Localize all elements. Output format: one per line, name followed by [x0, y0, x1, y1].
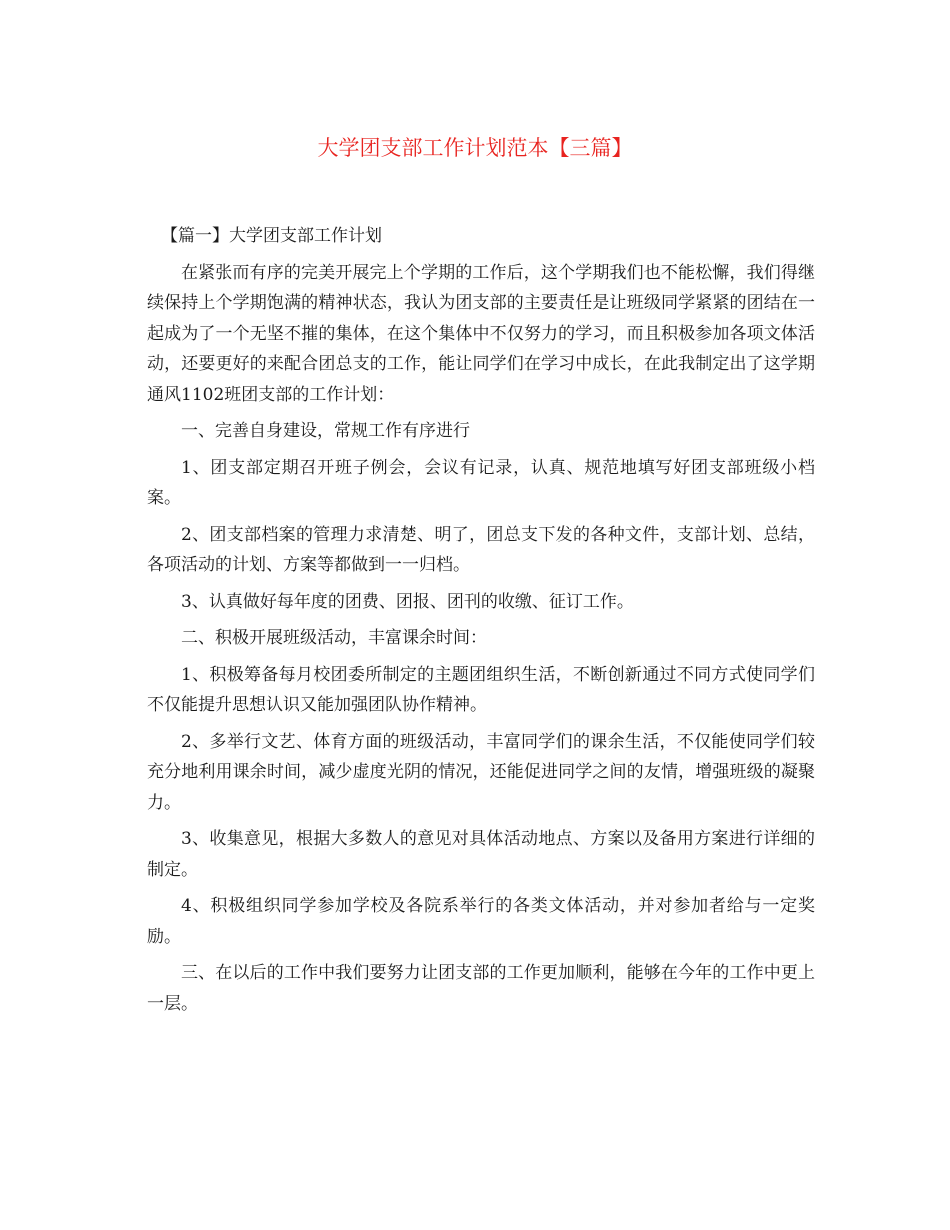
paragraph: 一、完善自身建设，常规工作有序进行: [181, 421, 470, 441]
paragraph: 4、积极组织同学参加学校及各院系举行的各类文体活动，并对参加者给与一定奖励。: [147, 896, 815, 947]
paragraph: 1、积极筹备每月校团委所制定的主题团组织生活，不断创新通过不同方式使同学们不仅能提升思想认识又能加强团队协作精神。: [147, 664, 815, 715]
paragraph: 三、在以后的工作中我们要努力让团支部的工作更加顺利，能够在今年的工作中更上一层。: [147, 963, 815, 1014]
document-title: 大学团支部工作计划范本【三篇】: [317, 136, 633, 160]
paragraph: 2、团支部档案的管理力求清楚、明了，团总支下发的各种文件，支部计划、总结，各项活动的计划、方案等都做到一一归档。: [147, 524, 815, 575]
paragraph: 2、多举行文艺、体育方面的班级活动，丰富同学们的课余生活，不仅能使同学们较充分地利用课余时间，减少虚度光阴的情况，还能促进同学之间的友情，增强班级的凝聚力。: [147, 731, 815, 813]
paragraph: 1、团支部定期召开班子例会，会议有记录，认真、规范地填写好团支部班级小档案。: [147, 457, 815, 508]
paragraph: 在紧张而有序的完美开展完上个学期的工作后，这个学期我们也不能松懈，我们得继续保持上个学期饱满的精神状态，我认为团支部的主要责任是让班级同学紧紧的团结在一起成为了一个无坚不摧的集体，在这个集体中不仅努力的学习，而且积极参加各项文体活动，还要更好的来配合团总支的工作，能让同学们在学习中成长，在此我制定出了这学期通风1102班团支部的工作计划：: [147, 262, 815, 405]
paragraph: 3、收集意见，根据大多数人的意见对具体活动地点、方案以及备用方案进行详细的制定。: [147, 829, 815, 880]
section-heading: 【篇一】大学团支部工作计划: [161, 226, 382, 246]
document-body: [147, 221, 815, 1025]
paragraph: 二、积极开展班级活动，丰富课余时间：: [181, 628, 487, 648]
paragraph: 3、认真做好每年度的团费、团报、团刊的收缴、征订工作。: [181, 591, 634, 612]
